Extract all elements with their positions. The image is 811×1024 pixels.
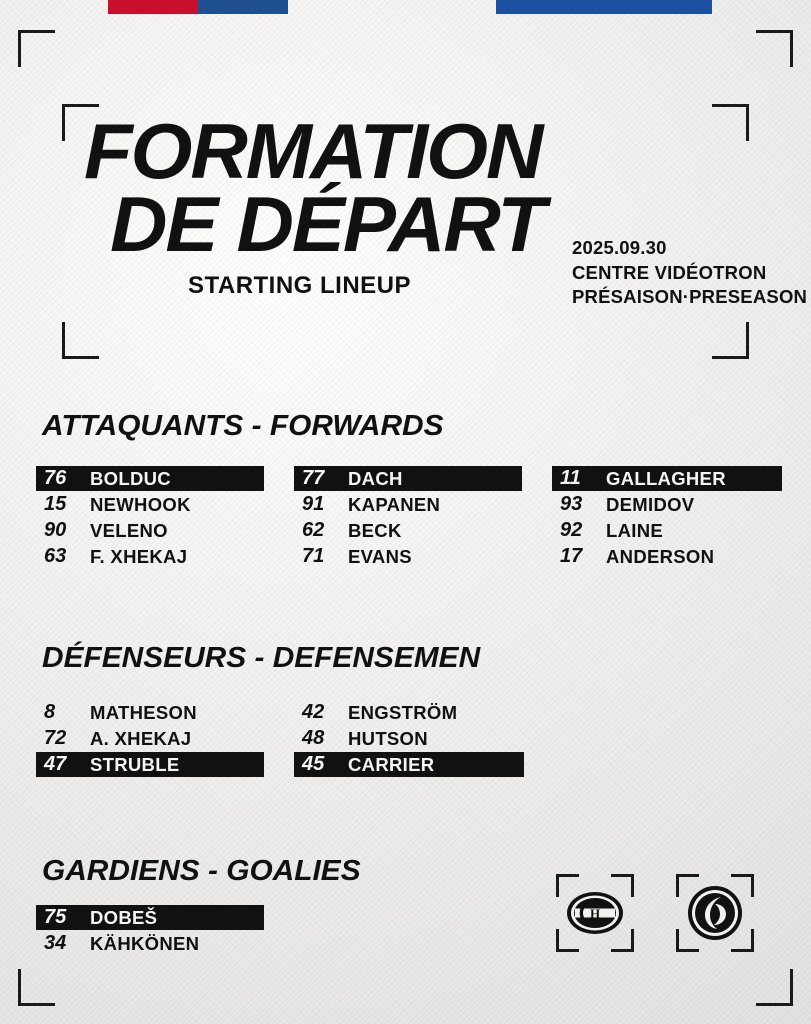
player-row [552,466,782,491]
section-heading-defensemen: DÉFENSEURS - DEFENSEMEN [42,642,481,674]
player-name: CARRIER [348,753,435,775]
corner-bracket-bottom-left [18,969,55,1006]
player-name: HUTSON [348,727,428,749]
meta-venue: CENTRE VIDÉOTRON [572,261,767,283]
player-name: GALLAGHER [606,467,726,489]
title-bracket-bottom-left [62,322,99,359]
senators-logo [676,874,754,952]
top-color-bars [0,0,811,14]
corner-bracket-top-left [18,30,55,67]
player-name: STRUBLE [90,753,180,775]
defensemen-column-2 [294,700,524,778]
player-name: BECK [348,519,402,541]
player-number: 76 [44,467,67,489]
canadiens-logo-icon [565,883,625,943]
player-number: 90 [44,519,67,541]
player-row [294,492,522,517]
player-name: EVANS [348,545,412,567]
player-row [36,700,264,725]
player-name: DACH [348,467,403,489]
section-heading-goalies: GARDIENS - GOALIES [42,855,361,887]
player-row [294,518,522,543]
player-row [36,752,264,777]
player-number: 42 [302,701,325,723]
player-name: KAPANEN [348,493,441,515]
player-row [36,726,264,751]
player-number: 91 [302,493,325,515]
senators-logo-icon [685,883,745,943]
section-heading-forwards: ATTAQUANTS - FORWARDS [42,410,444,442]
player-name: DOBEŠ [90,906,158,928]
player-number: 11 [560,467,581,489]
player-row [36,544,264,569]
player-name: KÄHKÖNEN [90,932,200,954]
player-number: 62 [302,519,325,541]
player-row [36,518,264,543]
defensemen-column-1 [36,700,264,778]
player-name: BOLDUC [90,467,171,489]
meta-date: 2025.09.30 [572,237,667,258]
player-row [552,544,782,569]
player-row [36,931,264,956]
player-row [294,726,524,751]
player-row [294,466,522,491]
corner-bracket-top-right [756,30,793,67]
player-name: VELENO [90,519,168,541]
player-number: 93 [560,493,583,515]
player-name: F. XHEKAJ [90,545,188,567]
player-number: 63 [44,545,67,567]
player-number: 75 [44,906,67,928]
team-logos [548,862,784,972]
player-number: 71 [302,545,325,567]
player-row [36,905,264,930]
player-number: 92 [560,519,583,541]
event-meta [572,236,807,310]
subtitle: STARTING LINEUP [187,272,412,300]
player-row [294,544,522,569]
player-name: ENGSTRÖM [348,701,458,723]
forwards-column-3 [552,466,782,570]
title-bracket-bottom-right [712,322,749,359]
player-number: 45 [302,753,325,775]
player-number: 15 [44,493,67,515]
player-row [36,492,264,517]
player-number: 72 [44,727,67,749]
player-row [36,466,264,491]
top-bar-blue-right [496,0,712,14]
player-name: ANDERSON [606,545,715,567]
player-name: A. XHEKAJ [90,727,192,749]
corner-bracket-bottom-right [756,969,793,1006]
goalies-column-1 [36,905,264,957]
title-line-2: DE DÉPART [109,180,544,269]
player-row [294,752,524,777]
player-row [294,700,524,725]
canadiens-logo [556,874,634,952]
player-name: MATHESON [90,701,197,723]
player-number: 34 [44,932,67,954]
meta-type: PRÉSAISON·PRESEASON [572,286,808,308]
forwards-column-1 [36,466,264,570]
player-row [552,518,782,543]
player-number: 17 [560,545,583,567]
player-number: 48 [302,727,325,749]
player-name: LAINE [606,519,663,541]
player-name: DEMIDOV [606,493,695,515]
player-number: 77 [302,467,325,489]
title-line-1: FORMATION [83,107,542,195]
top-bar-red [108,0,198,14]
player-number: 47 [44,753,67,775]
player-name: NEWHOOK [90,493,191,515]
top-bar-blue-left [198,0,288,14]
player-number: 8 [44,701,56,723]
forwards-column-2 [294,466,522,570]
player-row [552,492,782,517]
svg-text:H: H [589,906,601,921]
